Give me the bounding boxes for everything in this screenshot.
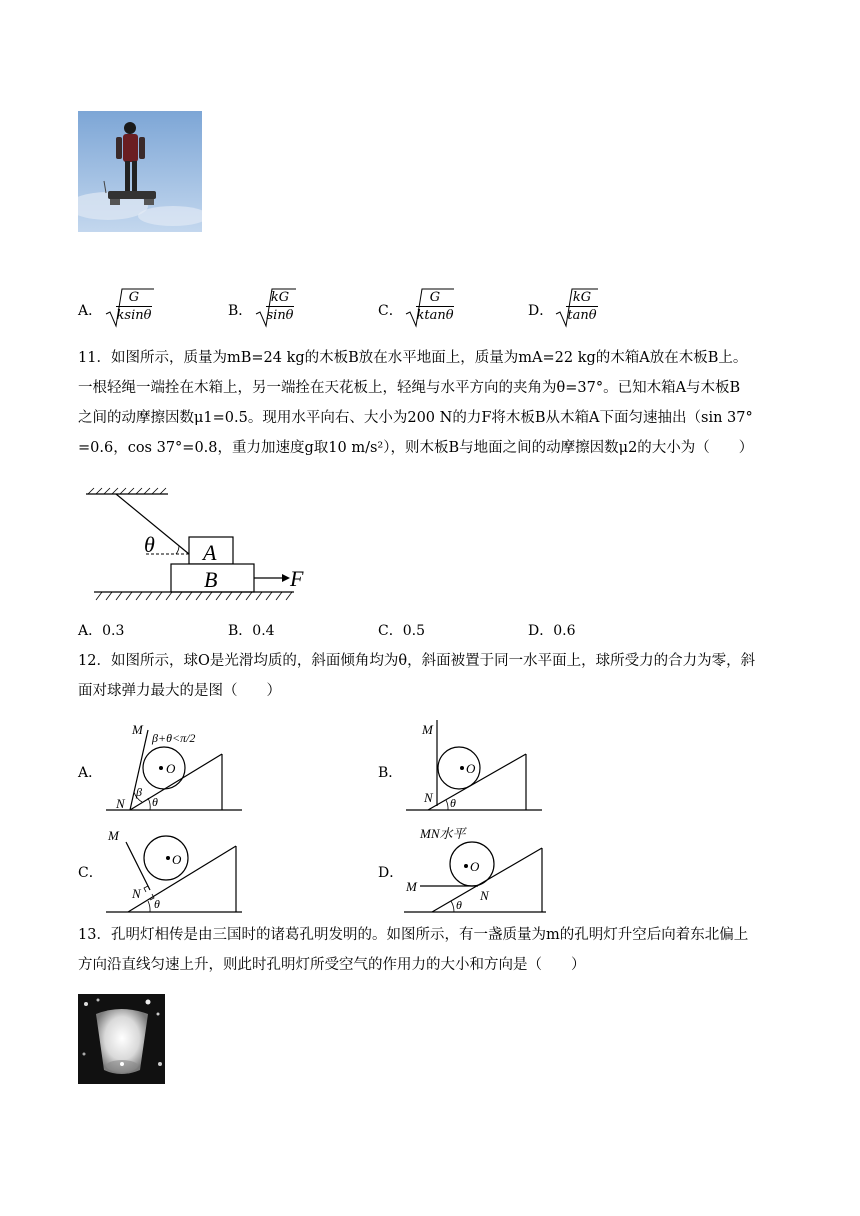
theta-label: θ (154, 897, 160, 911)
q10-option-a-label: A． (78, 303, 103, 319)
sky-lantern-photo (78, 994, 165, 1084)
q10-option-a-fraction (116, 290, 152, 324)
theta-label: θ (450, 796, 456, 810)
numerator: G (116, 290, 152, 307)
q10-option-d-label: D． (528, 303, 554, 319)
center-o-label: O (470, 859, 480, 874)
center-o-label: O (166, 761, 176, 776)
q13-question-text (78, 920, 798, 980)
q12-figure-b (404, 718, 544, 814)
q12-figure-a-label: A． (78, 765, 103, 781)
q12-figure-d (402, 822, 550, 918)
q11-line-1: 11．如图所示，质量为mB=24 kg的木板B放在水平地面上，质量为mA=22 kg的木箱A放在木板B上。 (78, 350, 748, 366)
numerator: G (416, 290, 454, 307)
theta-label: θ (456, 898, 462, 912)
point-m-label: M (406, 879, 417, 894)
theta-label: θ (152, 795, 158, 809)
q12-question-text (78, 646, 798, 706)
block-a-label: A (203, 540, 217, 565)
q11-line-2: 一根轻绳一端拴在木箱上，另一端拴在天花板上，轻绳与水平方向的夹角为θ=37°。已知木箱A与木板B (78, 380, 741, 396)
q10-option-b-label: B． (228, 303, 253, 319)
q12-line-2: 面对球弹力最大的是图（ ） (78, 683, 281, 699)
q12-figure-c (104, 822, 244, 916)
denominator: sinθ (266, 308, 294, 323)
beta-label: β (136, 785, 142, 799)
numerator: kG (266, 290, 294, 307)
numerator: kG (566, 290, 598, 307)
q11-question-text (78, 343, 798, 463)
point-n-label: N (424, 790, 433, 805)
q12-figure-a (104, 718, 244, 814)
point-m-label: M (422, 722, 433, 737)
q10-option-d-fraction (566, 290, 598, 324)
denominator: tanθ (567, 308, 597, 323)
q12-figure-b-label: B． (378, 765, 403, 781)
q11-option-c: C．0.5 (378, 623, 425, 639)
q12-figure-c-label: C． (78, 865, 103, 881)
center-o-label: O (466, 761, 476, 776)
point-n-label: N (132, 886, 141, 901)
q11-option-d: D．0.6 (528, 623, 576, 639)
q11-line-4: =0.6，cos 37°=0.8，重力加速度g取10 m/s²），则木板B与地面之间的动摩擦因数μ2的大小为（ ） (78, 440, 754, 456)
block-b-label: B (204, 567, 218, 592)
point-n-label: N (480, 888, 489, 903)
point-m-label: M (132, 722, 143, 737)
point-m-label: M (108, 828, 119, 843)
theta-label: θ (144, 532, 155, 557)
flyer-photo (78, 111, 202, 232)
q11-option-b: B．0.4 (228, 623, 275, 639)
q10-option-b-fraction (266, 290, 294, 324)
q11-option-a: A．0.3 (78, 623, 125, 639)
q10-option-c-label: C． (378, 303, 403, 319)
q13-line-2: 方向沿直线匀速上升，则此时孔明灯所受空气的作用力的大小和方向是（ ） (78, 957, 586, 973)
figure-note: MN水平 (420, 826, 466, 841)
q12-line-1: 12．如图所示，球O是光滑均质的，斜面倾角均为θ，斜面被置于同一水平面上，球所受力的合力为零，斜 (78, 653, 756, 669)
point-n-label: N (116, 796, 125, 811)
force-label: F (290, 566, 304, 591)
denominator: ksinθ (116, 308, 152, 323)
figure-note: β+θ<π/2 (152, 731, 196, 745)
q11-figure (84, 484, 304, 606)
q13-line-1: 13．孔明灯相传是由三国时的诸葛孔明发明的。如图所示，有一盏质量为m的孔明灯升空后向着东北偏上 (78, 927, 749, 943)
q10-option-c-fraction (416, 290, 454, 324)
q12-figure-d-label: D． (378, 865, 404, 881)
center-o-label: O (172, 852, 182, 867)
q11-line-3: 之间的动摩擦因数μ1=0.5。现用水平向右、大小为200 N的力F将木板B从木箱A下面匀速抽出（sin 37° (78, 410, 753, 426)
denominator: ktanθ (416, 308, 454, 323)
